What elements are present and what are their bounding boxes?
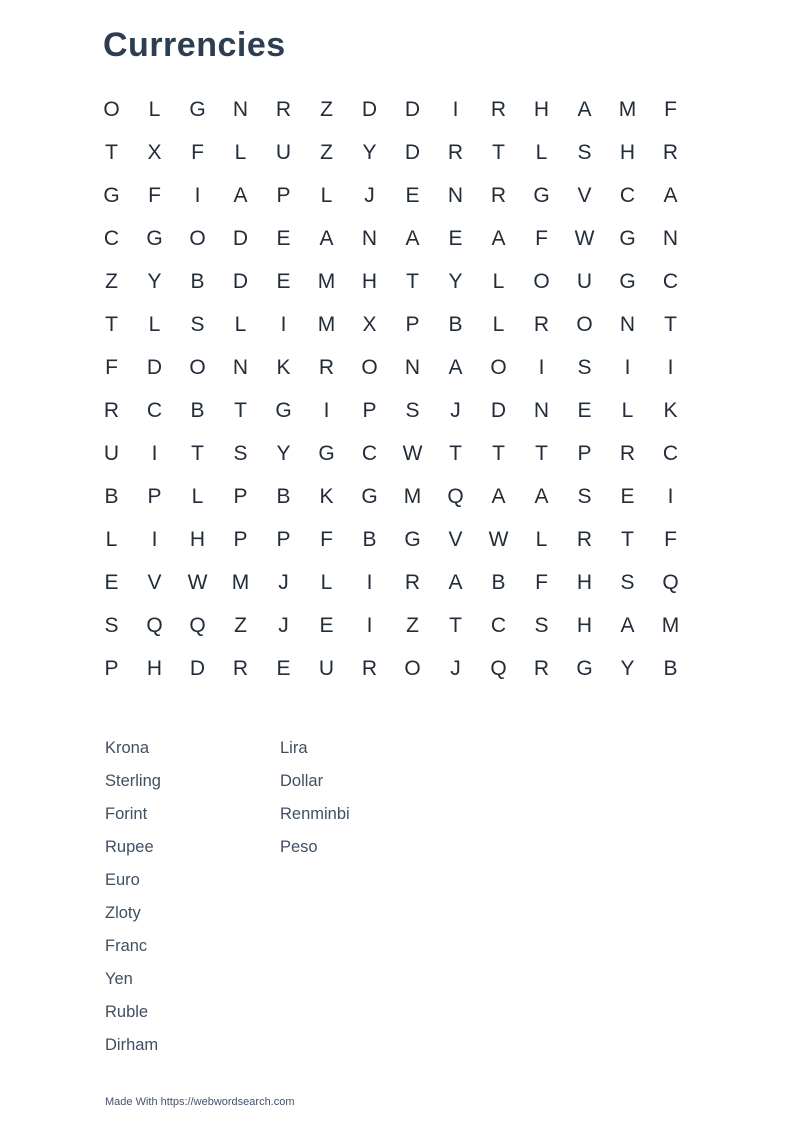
- grid-letter: G: [576, 656, 593, 680]
- grid-letter: G: [404, 527, 421, 551]
- grid-letter: T: [191, 441, 204, 465]
- grid-letter: D: [146, 355, 163, 379]
- word-list-item: Forint: [105, 805, 148, 823]
- word-list-item: Ruble: [105, 1003, 149, 1021]
- word-list-item: Lira: [280, 739, 308, 757]
- grid-letter: O: [404, 656, 421, 680]
- grid-letter: J: [450, 398, 461, 422]
- grid-letter: E: [577, 398, 592, 422]
- grid-letter: J: [278, 570, 289, 594]
- grid-letter: P: [147, 484, 162, 508]
- grid-letter: N: [232, 97, 249, 121]
- grid-letter: U: [275, 140, 292, 164]
- grid-letter: M: [231, 570, 250, 594]
- grid-letter: Q: [490, 656, 507, 680]
- grid-letter: F: [191, 140, 204, 164]
- grid-letter: L: [148, 97, 161, 121]
- word-list-column-2: [280, 732, 350, 1062]
- grid-letter: E: [276, 226, 291, 250]
- grid-letter: B: [362, 527, 377, 551]
- grid-letter: T: [105, 312, 118, 336]
- grid-letter: T: [621, 527, 634, 551]
- grid-letter: I: [151, 527, 158, 551]
- grid-letter: C: [490, 613, 507, 637]
- grid-letter: Z: [234, 613, 247, 637]
- grid-letter: Z: [406, 613, 419, 637]
- grid-letter: N: [533, 398, 550, 422]
- grid-letter: D: [404, 140, 421, 164]
- grid-letter: H: [361, 269, 378, 293]
- grid-letter: R: [490, 97, 507, 121]
- grid-letter: L: [535, 140, 548, 164]
- grid-letter: R: [490, 183, 507, 207]
- grid-letter: A: [620, 613, 635, 637]
- grid-letter: L: [148, 312, 161, 336]
- grid-letter: C: [662, 269, 679, 293]
- grid-letter: Q: [447, 484, 464, 508]
- grid-letter: Q: [189, 613, 206, 637]
- attribution-text: Made With https://webwordsearch.com: [105, 1096, 295, 1108]
- grid-letter: V: [577, 183, 592, 207]
- word-list: [105, 732, 350, 1062]
- grid-letter: C: [361, 441, 378, 465]
- grid-letter: I: [151, 441, 158, 465]
- grid-letter: R: [533, 656, 550, 680]
- grid-letter: O: [576, 312, 593, 336]
- grid-letter: Q: [662, 570, 679, 594]
- grid-letter: B: [663, 656, 678, 680]
- grid-letter: O: [189, 355, 206, 379]
- grid-letter: Y: [362, 140, 377, 164]
- grid-letter: G: [189, 97, 206, 121]
- grid-letter: L: [191, 484, 204, 508]
- grid-letter: P: [276, 527, 291, 551]
- grid-letter: V: [147, 570, 162, 594]
- grid-letter: S: [577, 484, 592, 508]
- grid-letter: E: [276, 269, 291, 293]
- grid-letter: I: [538, 355, 545, 379]
- grid-letter: H: [619, 140, 636, 164]
- grid-letter: O: [533, 269, 550, 293]
- grid-letter: F: [535, 226, 548, 250]
- grid-letter: M: [317, 312, 336, 336]
- grid-letter: L: [535, 527, 548, 551]
- grid-letter: T: [234, 398, 247, 422]
- grid-letter: R: [404, 570, 421, 594]
- grid-letter: N: [619, 312, 636, 336]
- grid-letter: A: [663, 183, 678, 207]
- grid-letter: F: [105, 355, 118, 379]
- grid-letter: R: [103, 398, 120, 422]
- grid-letter: G: [275, 398, 292, 422]
- grid-letter: C: [619, 183, 636, 207]
- grid-letter: J: [450, 656, 461, 680]
- grid-letter: I: [323, 398, 330, 422]
- grid-letter: C: [662, 441, 679, 465]
- word-list-item: Rupee: [105, 838, 154, 856]
- grid-letter: D: [490, 398, 507, 422]
- grid-letter: P: [233, 484, 248, 508]
- grid-letter: I: [366, 613, 373, 637]
- grid-letter: E: [405, 183, 420, 207]
- grid-letter: L: [234, 312, 247, 336]
- grid-letter: G: [146, 226, 163, 250]
- grid-letter: T: [406, 269, 419, 293]
- grid-letter: I: [366, 570, 373, 594]
- grid-letter: O: [189, 226, 206, 250]
- word-list-column-1: [105, 732, 280, 1062]
- grid-letter: Y: [620, 656, 635, 680]
- grid-letter: U: [318, 656, 335, 680]
- grid-letter: O: [490, 355, 507, 379]
- grid-letter: S: [405, 398, 420, 422]
- grid-letter: E: [319, 613, 334, 637]
- grid-letter: X: [147, 140, 162, 164]
- grid-letter: F: [664, 97, 677, 121]
- grid-letter: G: [103, 183, 120, 207]
- grid-letter: R: [533, 312, 550, 336]
- grid-letter: T: [449, 441, 462, 465]
- grid-letter: I: [667, 355, 674, 379]
- grid-letter: B: [491, 570, 506, 594]
- grid-letter: K: [319, 484, 334, 508]
- grid-letter: L: [105, 527, 118, 551]
- grid-letter: A: [534, 484, 549, 508]
- grid-letter: R: [232, 656, 249, 680]
- grid-letter: F: [148, 183, 161, 207]
- grid-letter: W: [402, 441, 423, 465]
- grid-letter: I: [194, 183, 201, 207]
- grid-letter: Z: [320, 97, 333, 121]
- grid-letter: G: [533, 183, 550, 207]
- grid-letter: P: [276, 183, 291, 207]
- grid-letter: M: [317, 269, 336, 293]
- grid-letter: Q: [146, 613, 163, 637]
- grid-letter: G: [318, 441, 335, 465]
- grid-letter: S: [233, 441, 248, 465]
- grid-letter: W: [187, 570, 208, 594]
- grid-letter: L: [320, 183, 333, 207]
- grid-letter: F: [664, 527, 677, 551]
- grid-letter: R: [447, 140, 464, 164]
- grid-letter: W: [488, 527, 509, 551]
- grid-letter: I: [624, 355, 631, 379]
- grid-letter: D: [232, 269, 249, 293]
- grid-letter: U: [103, 441, 120, 465]
- grid-letter: V: [448, 527, 463, 551]
- grid-letter: T: [105, 140, 118, 164]
- grid-letter: K: [276, 355, 291, 379]
- grid-letter: R: [576, 527, 593, 551]
- grid-letter: K: [663, 398, 678, 422]
- grid-letter: O: [361, 355, 378, 379]
- word-list-item: Krona: [105, 739, 150, 757]
- page-title: Currencies: [103, 26, 286, 64]
- grid-letter: N: [662, 226, 679, 250]
- grid-letter: C: [103, 226, 120, 250]
- word-list-item: Euro: [105, 871, 140, 889]
- grid-letter: D: [189, 656, 206, 680]
- grid-letter: P: [233, 527, 248, 551]
- word-list-item: Peso: [280, 838, 318, 856]
- grid-letter: E: [620, 484, 635, 508]
- grid-letter: U: [576, 269, 593, 293]
- grid-letter: T: [664, 312, 677, 336]
- word-search-grid: [90, 88, 692, 690]
- grid-letter: N: [232, 355, 249, 379]
- grid-letter: D: [361, 97, 378, 121]
- grid-letter: M: [661, 613, 680, 637]
- grid-letter: D: [404, 97, 421, 121]
- grid-letter: N: [404, 355, 421, 379]
- grid-letter: A: [491, 484, 506, 508]
- grid-letter: F: [535, 570, 548, 594]
- grid-letter: C: [146, 398, 163, 422]
- grid-letter: A: [448, 355, 463, 379]
- grid-letter: P: [362, 398, 377, 422]
- grid-letter: H: [189, 527, 206, 551]
- grid-letter: A: [577, 97, 592, 121]
- grid-letter: S: [104, 613, 119, 637]
- grid-letter: D: [232, 226, 249, 250]
- grid-letter: H: [576, 570, 593, 594]
- grid-letter: S: [577, 140, 592, 164]
- grid-letter: T: [449, 613, 462, 637]
- grid-letter: I: [452, 97, 459, 121]
- grid-letter: A: [319, 226, 334, 250]
- grid-letter: G: [361, 484, 378, 508]
- grid-letter: S: [534, 613, 549, 637]
- grid-letter: R: [318, 355, 335, 379]
- word-list-item: Renminbi: [280, 805, 350, 823]
- grid-letter: L: [492, 269, 505, 293]
- grid-letter: Y: [276, 441, 291, 465]
- grid-letter: H: [146, 656, 163, 680]
- grid-letter: L: [492, 312, 505, 336]
- grid-letter: A: [491, 226, 506, 250]
- grid-letter: T: [535, 441, 548, 465]
- grid-letter: P: [577, 441, 592, 465]
- grid-letter: P: [405, 312, 420, 336]
- grid-letter: B: [190, 398, 205, 422]
- grid-letter: J: [278, 613, 289, 637]
- grid-letter: N: [447, 183, 464, 207]
- grid-letter: H: [533, 97, 550, 121]
- grid-letter: W: [574, 226, 595, 250]
- word-list-item: Sterling: [105, 772, 161, 790]
- grid-letter: L: [320, 570, 333, 594]
- grid-letter: E: [104, 570, 119, 594]
- word-list-item: Franc: [105, 937, 148, 955]
- grid-letter: G: [619, 269, 636, 293]
- grid-letter: B: [448, 312, 463, 336]
- grid-letter: R: [361, 656, 378, 680]
- grid-letter: Y: [147, 269, 162, 293]
- word-list-item: Dollar: [280, 772, 324, 790]
- grid-letter: P: [104, 656, 119, 680]
- grid-letter: J: [364, 183, 375, 207]
- grid-letter: Y: [448, 269, 463, 293]
- grid-letter: N: [361, 226, 378, 250]
- grid-letter: O: [103, 97, 120, 121]
- grid-letter: S: [577, 355, 592, 379]
- word-list-item: Dirham: [105, 1036, 159, 1054]
- grid-letter: I: [667, 484, 674, 508]
- grid-letter: Z: [320, 140, 333, 164]
- grid-letter: H: [576, 613, 593, 637]
- grid-letter: R: [619, 441, 636, 465]
- grid-letter: I: [280, 312, 287, 336]
- grid-letter: B: [104, 484, 119, 508]
- grid-letter: E: [448, 226, 463, 250]
- grid-letter: A: [405, 226, 420, 250]
- grid-letter: S: [190, 312, 205, 336]
- grid-letter: T: [492, 441, 505, 465]
- grid-letter: S: [620, 570, 635, 594]
- grid-letter: R: [662, 140, 679, 164]
- grid-letter: T: [492, 140, 505, 164]
- grid-letter: R: [275, 97, 292, 121]
- word-list-item: Zloty: [105, 904, 141, 922]
- grid-letter: L: [621, 398, 634, 422]
- grid-letter: M: [403, 484, 422, 508]
- grid-letter: M: [618, 97, 637, 121]
- grid-letter: A: [233, 183, 248, 207]
- grid-letter: F: [320, 527, 333, 551]
- grid-letter: L: [234, 140, 247, 164]
- grid-letter: X: [362, 312, 377, 336]
- grid-letter: B: [276, 484, 291, 508]
- word-list-item: Yen: [105, 970, 133, 988]
- grid-letter: A: [448, 570, 463, 594]
- grid-letter: B: [190, 269, 205, 293]
- grid-letter: G: [619, 226, 636, 250]
- grid-letter: Z: [105, 269, 118, 293]
- grid-letter: E: [276, 656, 291, 680]
